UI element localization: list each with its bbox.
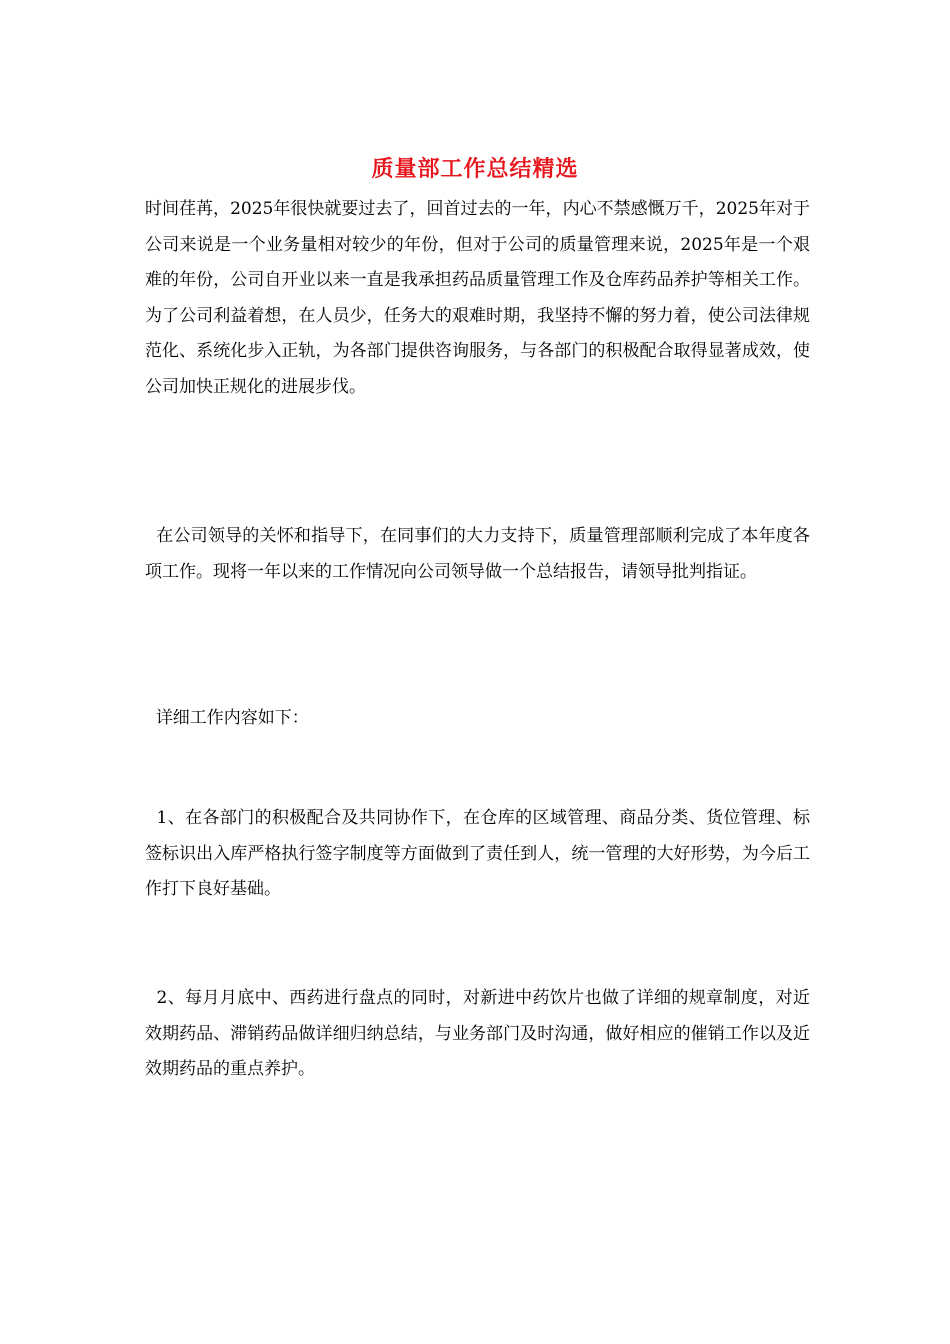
paragraph-summary: 在公司领导的关怀和指导下，在同事们的大力支持下，质量管理部顺利完成了本年度各项工作。现将一年以来的工作情况向公司领导做一个总结报告，请领导批判指证。 [145, 526, 811, 582]
paragraph-details-heading: 详细工作内容如下： [145, 708, 309, 728]
paragraph-item-2: 2、每月月底中、西药进行盘点的同时，对新进中药饮片也做了详细的规章制度，对近效期药品、滞销药品做详细归纳总结，与业务部门及时沟通，做好相应的催销工作以及近效期药品的重点养护。 [145, 988, 810, 1079]
document-title: 质量部工作总结精选 [371, 156, 579, 182]
paragraph-item-1: 1、在各部门的积极配合及共同协作下，在仓库的区域管理、商品分类、货位管理、标签标识出入库严格执行签字制度等方面做到了责任到人，统一管理的大好形势，为今后工作打下良好基础。 [145, 808, 810, 899]
paragraph-intro: 时间荏苒，2025年很快就要过去了，回首过去的一年，内心不禁感慨万千，2025年对于公司来说是一个业务量相对较少的年份，但对于公司的质量管理来说，2025年是一个艰难的年份，公司自开业以来一直是我承担药品质量管理工作及仓库药品养护等相关工作。为了公司利益着想，在人员少，任务大的艰难时期，我坚持不懈的努力着，使公司法律规范化、系统化步入正轨，为各部门提供咨询服务，与各部门的积极配合取得显著成效，使公司加快正规化的进展步伐。 [145, 199, 810, 397]
